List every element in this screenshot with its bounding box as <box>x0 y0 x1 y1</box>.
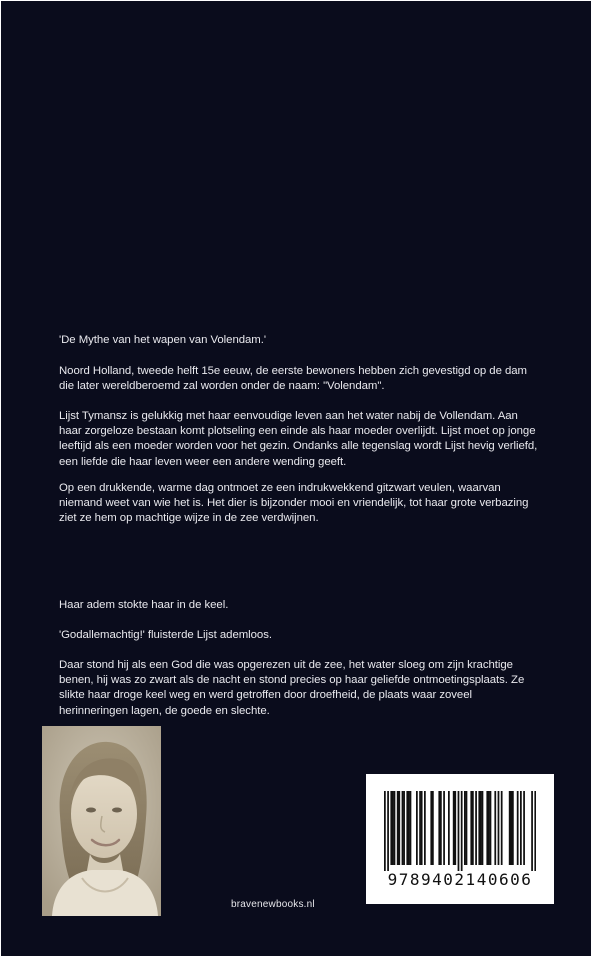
barcode-bar <box>520 791 522 865</box>
barcode-bar <box>416 791 418 865</box>
barcode-bar <box>472 791 474 865</box>
blurb-paragraph-2: Lijst Tymansz is gelukkig met haar eenvoudige leven aan het water nabij de Vollendam. Aan haar zorgeloze bestaan komt plotseling een einde als haar moeder overlijdt. Lijst moet op jonge leeftijd als een moeder worden voor het gezin. Ondanks alle tegenslag wordt Lijst hevig verliefd, een liefde die haar leven weer een andere wending geeft. <box>59 410 538 468</box>
barcode-bar <box>397 791 399 865</box>
barcode-bar <box>398 791 400 865</box>
barcode-bar <box>440 791 442 865</box>
barcode-bar <box>534 791 536 871</box>
barcode-bar <box>531 791 533 871</box>
barcode-bar <box>498 791 500 865</box>
barcode-bar <box>394 791 396 865</box>
barcode-bar <box>478 791 480 865</box>
barcode-bar <box>419 791 421 865</box>
barcode-bar <box>410 791 412 865</box>
barcode-bar <box>510 791 512 865</box>
barcode-bar <box>408 791 410 865</box>
barcode-bar <box>403 791 405 865</box>
barcode-bar <box>490 791 492 865</box>
isbn-number: 9789402140606 <box>387 870 533 889</box>
excerpt-paragraph-1: Haar adem stokte haar in de keel. <box>59 599 229 611</box>
blurb-paragraph-3: Op een drukkende, warme dag ontmoet ze een indrukwekkend gitzwart veulen, waarvan niemand weet van wie het is. Het dier is bijzonder mooi en vriendelijk, tot haar grote verbazing ziet ze hem op machtige wijze in de zee verdwijnen. <box>59 482 529 525</box>
isbn-barcode <box>366 774 554 904</box>
barcode-bar <box>432 791 434 865</box>
barcode-bar <box>390 791 392 865</box>
barcode-bar <box>458 791 460 871</box>
barcode-bar <box>453 791 455 865</box>
barcode-bar <box>402 791 404 865</box>
barcode-bar <box>461 791 463 871</box>
barcode-bar <box>424 791 426 865</box>
barcode-bar <box>466 791 468 865</box>
barcode-bar <box>517 791 519 865</box>
barcode-bar <box>454 791 456 865</box>
barcode-bar <box>392 791 394 865</box>
barcode-bar <box>482 791 484 865</box>
barcode-bar <box>443 791 445 865</box>
barcode-bar <box>475 791 477 865</box>
blurb-paragraph-1: Noord Holland, tweede helft 15e eeuw, de eerste bewoners hebben zich gevestigd op de dam die later wereldberoemd zal worden onder de naam: "Volendam". <box>59 365 527 393</box>
book-subtitle: 'De Mythe van het wapen van Volendam.' <box>59 334 266 346</box>
barcode-bars <box>384 791 536 871</box>
barcode-bar <box>488 791 490 865</box>
barcode-bar <box>421 791 423 865</box>
barcode-bar <box>486 791 488 865</box>
barcode-bar <box>480 791 482 865</box>
barcode-bar <box>509 791 511 865</box>
barcode-bar <box>512 791 514 865</box>
barcode-bar <box>470 791 472 865</box>
excerpt-paragraph-2: 'Godallemachtig!' fluisterde Lijst ademloos. <box>59 629 272 641</box>
author-portrait-image <box>42 726 161 916</box>
publisher-website: bravenewbooks.nl <box>231 899 315 910</box>
author-photo <box>42 726 161 916</box>
barcode-bar <box>523 791 525 865</box>
barcode-bar <box>406 791 408 865</box>
barcode-bar <box>438 791 440 865</box>
barcode-bar <box>464 791 466 865</box>
barcode-bar <box>448 791 450 865</box>
barcode-bar <box>501 791 503 865</box>
back-cover <box>1 1 591 956</box>
barcode-bar <box>494 791 496 865</box>
barcode-bar <box>430 791 432 865</box>
excerpt-paragraph-3: Daar stond hij als een God die was opgerezen uit de zee, het water sloeg om zijn krachtige benen, hij was zo zwart als de nacht en stond precies op haar geliefde ontmoetingsplaats. Ze slikte haar droge keel weg en werd getroffen door droefheid, de plaats waar zoveel herinneringen lagen, de goede en slechte. <box>59 659 525 717</box>
barcode-bar <box>384 791 386 871</box>
barcode-bar <box>387 791 389 871</box>
